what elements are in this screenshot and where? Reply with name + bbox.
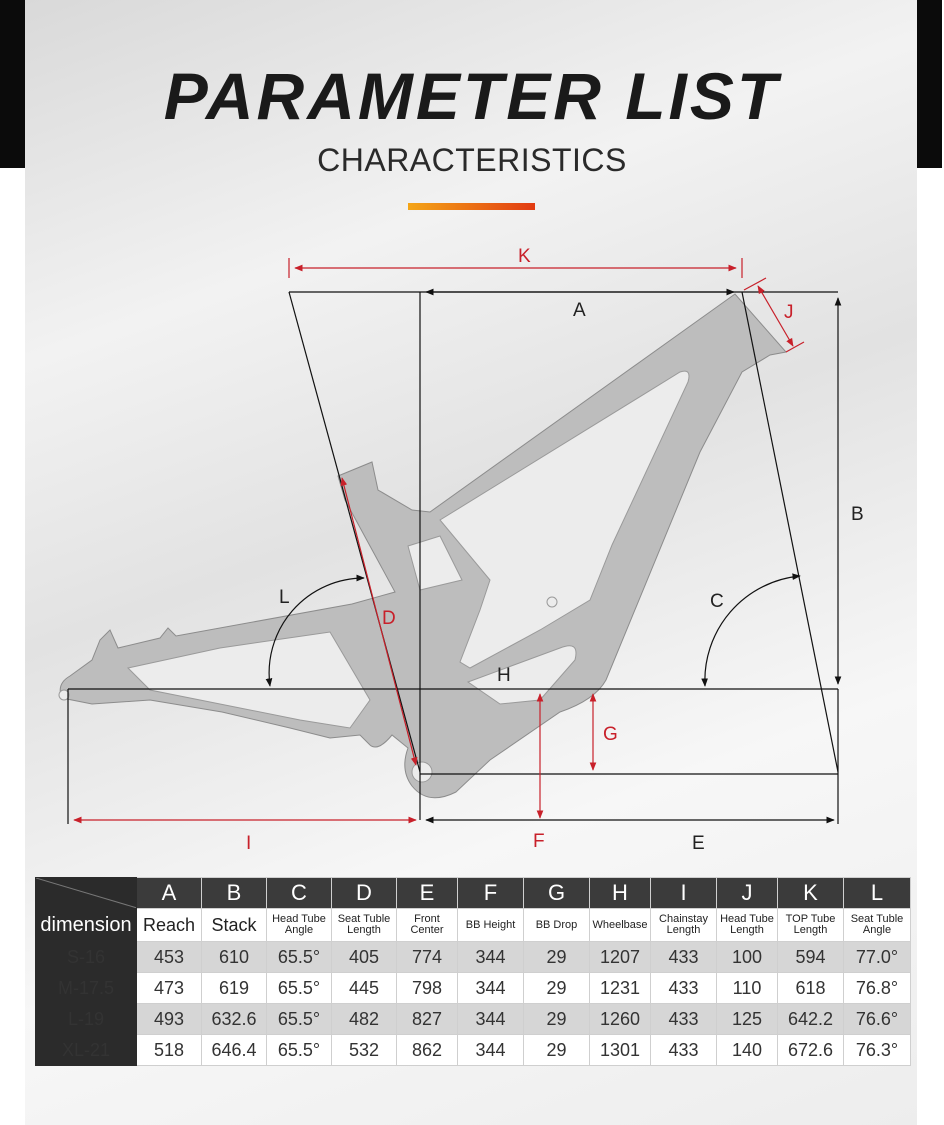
label-g: G (603, 724, 618, 745)
table-cell: 76.8° (844, 973, 911, 1004)
table-cell: 29 (524, 1004, 590, 1035)
table-cell: 774 (397, 942, 458, 973)
table-cell: 29 (524, 942, 590, 973)
col-label: Seat Tuble Length (332, 909, 397, 942)
label-i: I (246, 833, 252, 854)
table-cell: 862 (397, 1035, 458, 1066)
table-cell: 125 (717, 1004, 778, 1035)
table-cell: 518 (137, 1035, 202, 1066)
corner-diagonal (36, 878, 137, 908)
col-label: Front Center (397, 909, 458, 942)
table-cell: 532 (332, 1035, 397, 1066)
col-label: Wheelbase (590, 909, 651, 942)
label-j: J (784, 302, 794, 323)
table-cell: 100 (717, 942, 778, 973)
table-cell: 76.6° (844, 1004, 911, 1035)
table-cell: 65.5° (267, 973, 332, 1004)
col-letter: E (397, 878, 458, 909)
table-cell: 433 (651, 1004, 717, 1035)
label-c: C (710, 591, 724, 612)
table-row (36, 973, 911, 1004)
table-cell: 619 (202, 973, 267, 1004)
table-cell: 433 (651, 1035, 717, 1066)
col-label: Reach (137, 909, 202, 942)
table-cell: 344 (458, 1035, 524, 1066)
size-label: S-16 (36, 942, 137, 973)
parameter-table (35, 877, 911, 1066)
table-cell: 344 (458, 973, 524, 1004)
table-cell: 344 (458, 942, 524, 973)
table-cell: 29 (524, 1035, 590, 1066)
table-row (36, 942, 911, 973)
col-letter: I (651, 878, 717, 909)
table-cell: 1231 (590, 973, 651, 1004)
size-label: L-19 (36, 1004, 137, 1035)
table-row (36, 1004, 911, 1035)
col-label: Seat Tuble Angle (844, 909, 911, 942)
col-label: Stack (202, 909, 267, 942)
col-letter: L (844, 878, 911, 909)
table-corner (36, 878, 137, 909)
dimension-label: dimension (36, 909, 137, 942)
table-cell: 110 (717, 973, 778, 1004)
table-cell: 473 (137, 973, 202, 1004)
table-cell: 610 (202, 942, 267, 973)
table-cell: 672.6 (778, 1035, 844, 1066)
col-label: Head Tube Length (717, 909, 778, 942)
table-cell: 140 (717, 1035, 778, 1066)
table-cell: 827 (397, 1004, 458, 1035)
table-cell: 646.4 (202, 1035, 267, 1066)
letter-header-row (36, 878, 911, 909)
table-cell: 493 (137, 1004, 202, 1035)
table-cell: 65.5° (267, 1004, 332, 1035)
col-letter: H (590, 878, 651, 909)
col-letter: K (778, 878, 844, 909)
col-label: BB Height (458, 909, 524, 942)
table-cell: 1301 (590, 1035, 651, 1066)
col-label: TOP Tube Length (778, 909, 844, 942)
col-letter: D (332, 878, 397, 909)
table-cell: 445 (332, 973, 397, 1004)
table-cell: 482 (332, 1004, 397, 1035)
col-label: Chainstay Length (651, 909, 717, 942)
col-letter: C (267, 878, 332, 909)
table-cell: 594 (778, 942, 844, 973)
col-label: Head Tube Angle (267, 909, 332, 942)
col-letter: F (458, 878, 524, 909)
size-label: M-17.5 (36, 973, 137, 1004)
table-cell: 344 (458, 1004, 524, 1035)
label-d: D (382, 608, 396, 629)
col-letter: A (137, 878, 202, 909)
page-title: PARAMETER LIST (163, 59, 781, 133)
table-cell: 618 (778, 973, 844, 1004)
label-h: H (497, 665, 511, 686)
col-label: BB Drop (524, 909, 590, 942)
table-cell: 798 (397, 973, 458, 1004)
table-cell: 65.5° (267, 1035, 332, 1066)
table-cell: 405 (332, 942, 397, 973)
label-f: F (533, 831, 545, 852)
table-cell: 453 (137, 942, 202, 973)
table-cell: 65.5° (267, 942, 332, 973)
table-cell: 29 (524, 973, 590, 1004)
page-subtitle: CHARACTERISTICS (317, 142, 627, 178)
label-a: A (573, 300, 586, 321)
table-cell: 1260 (590, 1004, 651, 1035)
table-row (36, 1035, 911, 1066)
label-b: B (851, 504, 864, 525)
table-cell: 642.2 (778, 1004, 844, 1035)
size-label: XL-21 (36, 1035, 137, 1066)
table-cell: 433 (651, 942, 717, 973)
label-k: K (518, 246, 531, 267)
column-label-row (36, 909, 911, 942)
label-l: L (279, 587, 290, 608)
label-e: E (692, 833, 705, 854)
col-letter: J (717, 878, 778, 909)
table-cell: 433 (651, 973, 717, 1004)
table-cell: 76.3° (844, 1035, 911, 1066)
col-letter: B (202, 878, 267, 909)
table-cell: 632.6 (202, 1004, 267, 1035)
col-letter: G (524, 878, 590, 909)
table-cell: 1207 (590, 942, 651, 973)
table-cell: 77.0° (844, 942, 911, 973)
